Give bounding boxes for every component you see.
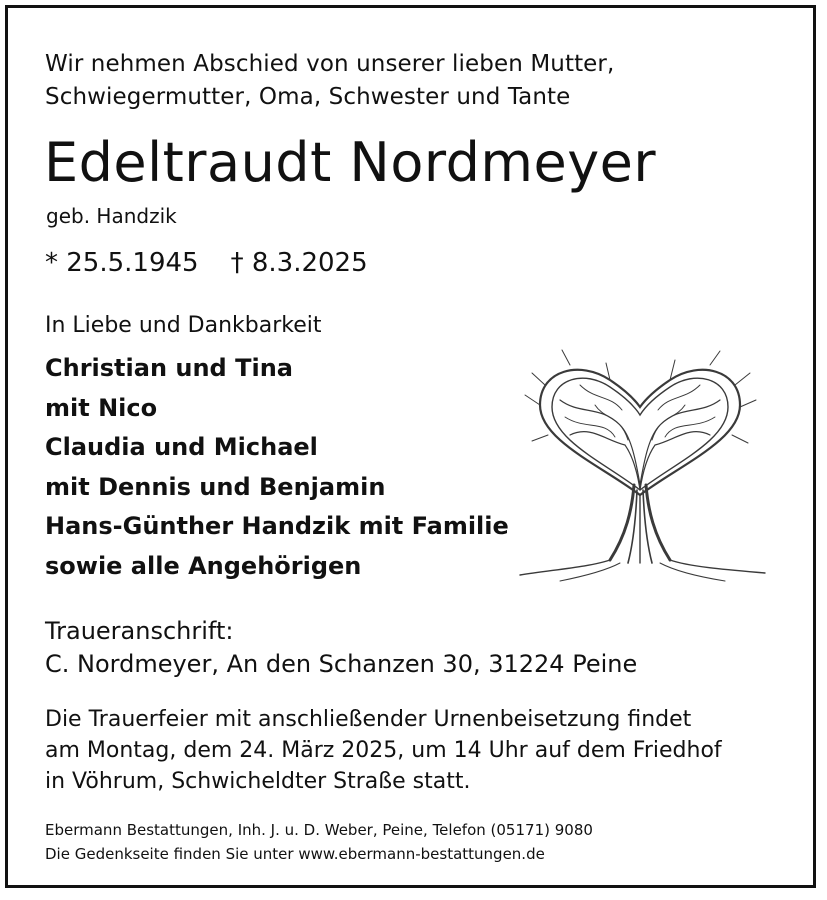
mourners-intro: In Liebe und Dankbarkeit [45, 313, 322, 338]
service-line-3: in Vöhrum, Schwicheldter Straße statt. [45, 769, 471, 794]
death-date: † 8.3.2025 [230, 248, 368, 278]
mourner-line: mit Dennis und Benjamin [45, 472, 386, 501]
service-line-1: Die Trauerfeier mit anschließender Urnenbeisetzung findet [45, 707, 692, 732]
funeral-service-info [45, 704, 722, 797]
maiden-name: geb. Handzik [46, 204, 177, 228]
intro-line-2: Schwiegermutter, Oma, Schwester und Tante [45, 84, 571, 110]
footer-line-1: Ebermann Bestattungen, Inh. J. u. D. Weber, Peine, Telefon (05171) 9080 [45, 821, 593, 839]
mourner-line: mit Nico [45, 393, 158, 422]
mourner-line: Christian und Tina [45, 354, 293, 382]
mourner-line: Claudia und Michael [45, 433, 318, 462]
heart-tree-icon [510, 345, 770, 585]
deceased-name: Edeltraudt Nordmeyer [44, 131, 657, 194]
intro-text [45, 48, 614, 114]
mourning-address [45, 615, 637, 681]
mourners-list [45, 349, 509, 587]
funeral-home-footer [45, 818, 593, 866]
mourner-line: Hans-Günther Handzik mit Familie [45, 512, 509, 541]
mourner-line: sowie alle Angehörigen [45, 551, 362, 580]
address-value: C. Nordmeyer, An den Schanzen 30, 31224 Peine [45, 650, 638, 678]
footer-line-2: Die Gedenkseite finden Sie unter www.ebermann-bestattungen.de [45, 845, 545, 863]
address-label: Traueranschrift: [45, 617, 234, 645]
service-line-2: am Montag, dem 24. März 2025, um 14 Uhr auf dem Friedhof [45, 738, 722, 763]
life-dates [45, 246, 368, 280]
birth-date: * 25.5.1945 [45, 248, 199, 278]
intro-line-1: Wir nehmen Abschied von unserer lieben Mutter, [45, 51, 615, 77]
